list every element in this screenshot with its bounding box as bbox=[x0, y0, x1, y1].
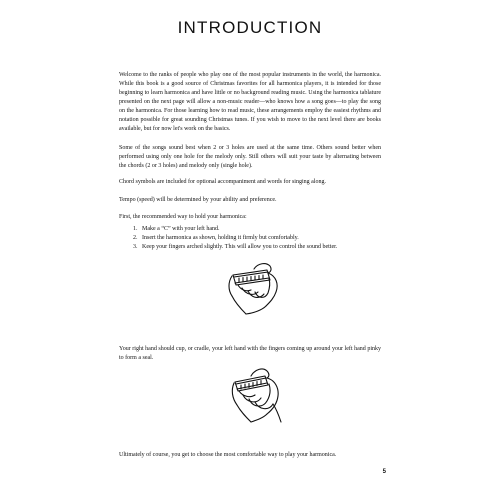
cupped-hands-harmonica-illustration bbox=[229, 362, 285, 424]
step-text: Insert the harmonica as shown, holding it firmly but comfortably. bbox=[142, 235, 299, 241]
intro-paragraph: Welcome to the ranks of people who play one of the most popular instruments in the world, the harmonica. While this book is a good source of Christmas favorites for all harmonica players, it is intended for those beginning to learn harmonica and have little or no background reading music. Using the harmonica tablature presented on the next page will allow a non-music reader—who knows how a song goes—to play the song on the harmonica. For those learning how to read music, these arrangements employ the easiest rhythms and notation possible for great sounding Christmas tunes. If you wish to move to the next level there are books available, but for now let's work on the basics. bbox=[119, 72, 381, 132]
list-item bbox=[133, 225, 383, 234]
closing-paragraph: Ultimately of course, you get to choose the most comfortable way to play your harmonica. bbox=[119, 452, 337, 458]
step-number: 1. bbox=[133, 226, 138, 232]
hold-intro-paragraph: First, the recommended way to hold your harmonica: bbox=[119, 214, 247, 220]
page-title: INTRODUCTION bbox=[177, 18, 323, 37]
hold-steps-list bbox=[133, 225, 383, 252]
right-hand-paragraph: Your right hand should cup, or cradle, your left hand with the fingers coming up around your left hand pinky to form a seal. bbox=[119, 346, 381, 361]
step-text: Make a “C” with your left hand. bbox=[142, 226, 220, 232]
step-text: Keep your fingers arched slightly. This will allow you to control the sound better. bbox=[142, 244, 338, 250]
tempo-paragraph: Tempo (speed) will be determined by your ability and preference. bbox=[119, 197, 277, 203]
step-number: 2. bbox=[133, 235, 138, 241]
chords-paragraph: Chord symbols are included for optional accompaniment and words for singing along. bbox=[119, 179, 326, 185]
list-item bbox=[133, 234, 383, 243]
holes-paragraph: Some of the songs sound best when 2 or 3 holes are used at the same time. Others sound better when performed using only one hole for the melody only. Still others will suit your taste by alternating between the chords (2 or 3 holes) and melody only (single hole). bbox=[119, 145, 381, 169]
left-hand-holding-harmonica-illustration bbox=[224, 254, 284, 316]
step-number: 3. bbox=[133, 244, 138, 250]
list-item bbox=[133, 243, 383, 252]
page-number: 5 bbox=[382, 469, 386, 475]
